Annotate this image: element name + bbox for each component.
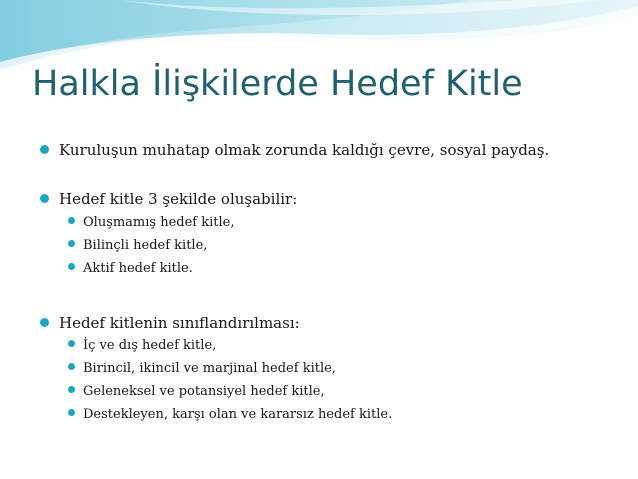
bullet-icon <box>68 409 75 416</box>
sub-bullet-item <box>68 337 216 355</box>
bullet-text: Destekleyen, karşı olan ve kararsız hedef kitle. <box>83 407 393 422</box>
sub-bullet-item <box>68 214 235 232</box>
bullet-text: Aktif hedef kitle. <box>83 261 193 276</box>
bullet-icon <box>40 145 49 154</box>
bullet-icon <box>40 194 49 203</box>
sub-bullet-item <box>68 237 207 255</box>
bullet-icon <box>68 263 75 270</box>
bullet-text: İç ve dış hedef kitle, <box>83 338 217 353</box>
sub-bullet-item <box>68 406 392 424</box>
bullet-text: Bilinçli hedef kitle, <box>83 238 208 253</box>
bullet-text: Birincil, ikincil ve marjinal hedef kitle, <box>83 361 336 376</box>
bullet-icon <box>68 240 75 247</box>
bullet-item <box>40 189 297 209</box>
bullet-text: Oluşmamış hedef kitle, <box>83 215 235 230</box>
bullet-icon <box>68 386 75 393</box>
bullet-text: Hedef kitlenin sınıflandırılması: <box>59 314 300 332</box>
bullet-text: Geleneksel ve potansiyel hedef kitle, <box>83 384 325 399</box>
bullet-icon <box>68 217 75 224</box>
sub-bullet-item <box>68 360 336 378</box>
sub-bullet-item <box>68 383 325 401</box>
slide-title: Halkla İlişkilerde Hedef Kitle <box>32 64 523 104</box>
bullet-icon <box>68 340 75 347</box>
bullet-item <box>40 140 549 160</box>
sub-bullet-item <box>68 260 193 278</box>
bullet-icon <box>68 363 75 370</box>
bullet-text: Kuruluşun muhatap olmak zorunda kaldığı çevre, sosyal paydaş. <box>59 141 550 159</box>
bullet-text: Hedef kitle 3 şekilde oluşabilir: <box>59 190 298 208</box>
bullet-item <box>40 313 300 333</box>
bullet-icon <box>40 318 49 327</box>
